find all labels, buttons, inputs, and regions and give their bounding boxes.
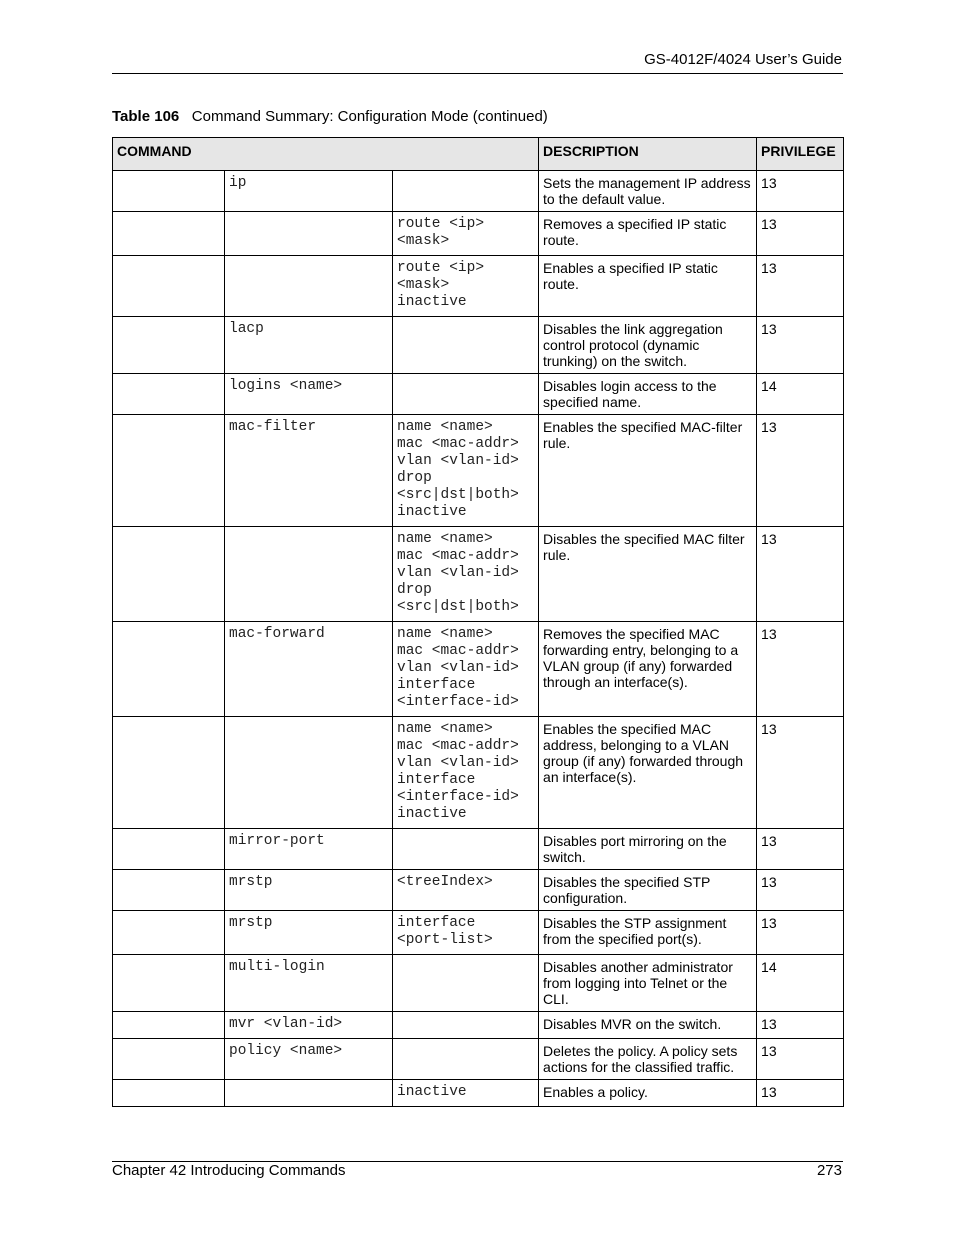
description-cell: Disables another administrator from logging into Telnet or the CLI. bbox=[539, 955, 757, 1012]
command-level-3-cell: route <ip> <mask> inactive bbox=[393, 256, 539, 317]
command-level-1-cell bbox=[113, 171, 225, 212]
command-level-2-cell: policy <name> bbox=[225, 1039, 393, 1080]
command-level-2-cell: mirror-port bbox=[225, 829, 393, 870]
table-caption-label: Table 106 bbox=[112, 108, 180, 125]
command-level-1-cell bbox=[113, 256, 225, 317]
command-level-2-cell: mrstp bbox=[225, 870, 393, 911]
command-level-3-cell: interface <port-list> bbox=[393, 911, 539, 955]
command-level-2-cell bbox=[225, 717, 393, 829]
page-number: 273 bbox=[816, 1162, 842, 1179]
command-level-1-cell bbox=[113, 527, 225, 622]
description-cell: Removes a specified IP static route. bbox=[539, 212, 757, 256]
command-level-3-cell: <treeIndex> bbox=[393, 870, 539, 911]
command-level-2-cell bbox=[225, 212, 393, 256]
column-header-privilege: PRIVILEGE bbox=[757, 138, 844, 171]
privilege-cell: 14 bbox=[757, 374, 844, 415]
table-row bbox=[113, 374, 844, 415]
table-row bbox=[113, 622, 844, 717]
command-level-2-cell bbox=[225, 527, 393, 622]
command-level-2-cell: mac-forward bbox=[225, 622, 393, 717]
privilege-cell: 13 bbox=[757, 829, 844, 870]
guide-title: GS-4012F/4024 User’s Guide bbox=[644, 51, 842, 68]
command-level-1-cell bbox=[113, 1012, 225, 1039]
description-cell: Removes the specified MAC forwarding entry, belonging to a VLAN group (if any) forwarded through an interface(s). bbox=[539, 622, 757, 717]
privilege-cell: 13 bbox=[757, 212, 844, 256]
description-cell: Disables the STP assignment from the specified port(s). bbox=[539, 911, 757, 955]
description-cell: Enables a specified IP static route. bbox=[539, 256, 757, 317]
command-level-1-cell bbox=[113, 415, 225, 527]
command-level-2-cell: logins <name> bbox=[225, 374, 393, 415]
table-row bbox=[113, 1039, 844, 1080]
command-level-3-cell bbox=[393, 829, 539, 870]
command-level-2-cell bbox=[225, 1080, 393, 1107]
table-body bbox=[113, 171, 844, 1107]
privilege-cell: 14 bbox=[757, 955, 844, 1012]
description-cell: Disables the specified STP configuration. bbox=[539, 870, 757, 911]
privilege-cell: 13 bbox=[757, 870, 844, 911]
table-row bbox=[113, 415, 844, 527]
privilege-cell: 13 bbox=[757, 622, 844, 717]
command-level-1-cell bbox=[113, 1080, 225, 1107]
privilege-cell: 13 bbox=[757, 415, 844, 527]
command-level-1-cell bbox=[113, 317, 225, 374]
command-level-1-cell bbox=[113, 1039, 225, 1080]
column-header-description: DESCRIPTION bbox=[539, 138, 757, 171]
command-level-3-cell: name <name> mac <mac-addr> vlan <vlan-id> drop <src|dst|both> inactive bbox=[393, 415, 539, 527]
chapter-title: Chapter 42 Introducing Commands bbox=[112, 1162, 346, 1179]
command-level-1-cell bbox=[113, 870, 225, 911]
privilege-cell: 13 bbox=[757, 1012, 844, 1039]
command-level-2-cell: lacp bbox=[225, 317, 393, 374]
command-level-3-cell bbox=[393, 171, 539, 212]
table-row bbox=[113, 317, 844, 374]
command-level-3-cell bbox=[393, 317, 539, 374]
command-level-1-cell bbox=[113, 829, 225, 870]
command-level-1-cell bbox=[113, 955, 225, 1012]
description-cell: Enables the specified MAC-filter rule. bbox=[539, 415, 757, 527]
command-level-3-cell: name <name> mac <mac-addr> vlan <vlan-id> drop <src|dst|both> bbox=[393, 527, 539, 622]
table-header-row bbox=[113, 138, 844, 171]
command-level-3-cell: name <name> mac <mac-addr> vlan <vlan-id> interface <interface-id> inactive bbox=[393, 717, 539, 829]
command-level-3-cell bbox=[393, 1012, 539, 1039]
description-cell: Enables a policy. bbox=[539, 1080, 757, 1107]
description-cell: Disables port mirroring on the switch. bbox=[539, 829, 757, 870]
privilege-cell: 13 bbox=[757, 171, 844, 212]
command-level-2-cell: mrstp bbox=[225, 911, 393, 955]
command-level-1-cell bbox=[113, 374, 225, 415]
command-summary-table bbox=[112, 137, 844, 1107]
table-row bbox=[113, 911, 844, 955]
command-level-2-cell: ip bbox=[225, 171, 393, 212]
table-row bbox=[113, 527, 844, 622]
table-row bbox=[113, 1012, 844, 1039]
description-cell: Disables login access to the specified name. bbox=[539, 374, 757, 415]
description-cell: Disables MVR on the switch. bbox=[539, 1012, 757, 1039]
description-cell: Sets the management IP address to the default value. bbox=[539, 171, 757, 212]
description-cell: Deletes the policy. A policy sets actions for the classified traffic. bbox=[539, 1039, 757, 1080]
privilege-cell: 13 bbox=[757, 317, 844, 374]
command-level-1-cell bbox=[113, 717, 225, 829]
command-level-2-cell bbox=[225, 256, 393, 317]
command-level-3-cell: name <name> mac <mac-addr> vlan <vlan-id> interface <interface-id> bbox=[393, 622, 539, 717]
command-level-2-cell: mvr <vlan-id> bbox=[225, 1012, 393, 1039]
table-row bbox=[113, 870, 844, 911]
privilege-cell: 13 bbox=[757, 256, 844, 317]
description-cell: Disables the link aggregation control protocol (dynamic trunking) on the switch. bbox=[539, 317, 757, 374]
command-level-1-cell bbox=[113, 911, 225, 955]
privilege-cell: 13 bbox=[757, 1039, 844, 1080]
privilege-cell: 13 bbox=[757, 527, 844, 622]
command-level-3-cell bbox=[393, 374, 539, 415]
command-level-3-cell: inactive bbox=[393, 1080, 539, 1107]
description-cell: Enables the specified MAC address, belonging to a VLAN group (if any) forwarded through an interface(s). bbox=[539, 717, 757, 829]
table-row bbox=[113, 212, 844, 256]
table-row bbox=[113, 171, 844, 212]
command-level-2-cell: multi-login bbox=[225, 955, 393, 1012]
command-level-2-cell: mac-filter bbox=[225, 415, 393, 527]
command-level-3-cell: route <ip> <mask> bbox=[393, 212, 539, 256]
table-row bbox=[113, 717, 844, 829]
command-level-1-cell bbox=[113, 212, 225, 256]
table-row bbox=[113, 256, 844, 317]
table-caption-text: Command Summary: Configuration Mode (continued) bbox=[191, 108, 548, 125]
table-row bbox=[113, 1080, 844, 1107]
privilege-cell: 13 bbox=[757, 911, 844, 955]
description-cell: Disables the specified MAC filter rule. bbox=[539, 527, 757, 622]
table-row bbox=[113, 829, 844, 870]
table-row bbox=[113, 955, 844, 1012]
table-caption bbox=[112, 108, 548, 125]
header-divider bbox=[112, 73, 843, 74]
privilege-cell: 13 bbox=[757, 1080, 844, 1107]
privilege-cell: 13 bbox=[757, 717, 844, 829]
command-level-3-cell bbox=[393, 1039, 539, 1080]
command-level-1-cell bbox=[113, 622, 225, 717]
command-level-3-cell bbox=[393, 955, 539, 1012]
column-header-command: COMMAND bbox=[113, 138, 539, 171]
